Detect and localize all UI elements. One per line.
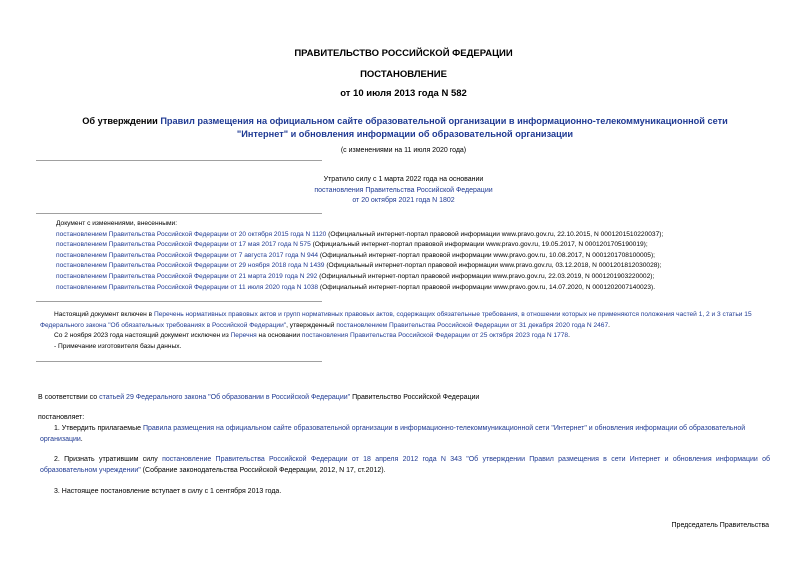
change-item bbox=[56, 240, 776, 251]
expiry-link-1[interactable]: постановления Правительства Российской Федерации bbox=[314, 186, 493, 194]
preamble-text: Правительство Российской Федерации bbox=[350, 394, 480, 401]
changes-heading: Документ с изменениями, внесенными: bbox=[56, 220, 178, 227]
divider bbox=[36, 361, 322, 362]
rules-link[interactable]: Правила размещения на официальном сайте образовательной организации в информационно-телекоммуникационной сети "Интернет" и обновления информации об образовательной организации bbox=[40, 425, 746, 443]
notice-text: Со 2 ноября 2023 года настоящий документ исключен из bbox=[54, 332, 231, 340]
notice-text: . bbox=[568, 332, 570, 340]
changes-section bbox=[56, 219, 776, 293]
notice-paragraph-3: - Примечание изготовителя базы данных. bbox=[54, 342, 182, 350]
change-source: (Официальный интернет-портал правовой информации www.pravo.gov.ru, 22.10.2015, N 0001201510220037); bbox=[326, 230, 664, 238]
notice-link[interactable]: постановления Правительства Российской Федерации от 25 октября 2023 года N 1778 bbox=[301, 332, 569, 340]
divider bbox=[36, 213, 322, 214]
government-heading: ПРАВИТЕЛЬСТВО РОССИЙСКОЙ ФЕДЕРАЦИИ bbox=[294, 48, 513, 59]
document-title bbox=[60, 115, 750, 141]
change-link[interactable]: постановлением Правительства Российской Федерации от 20 октября 2015 года N 1120 bbox=[56, 230, 327, 238]
change-link[interactable]: постановлением Правительства Российской Федерации от 7 августа 2017 года N 944 bbox=[56, 251, 319, 259]
change-item bbox=[56, 261, 776, 272]
decree-word: постановляет: bbox=[38, 414, 85, 421]
notice-text: на основании bbox=[256, 332, 302, 340]
notice-paragraph-1 bbox=[40, 310, 770, 331]
change-source: (Официальный интернет-портал правовой информации www.pravo.gov.ru, 03.12.2018, N 0001201812030028); bbox=[324, 262, 662, 270]
notice-text: Настоящий документ включен в bbox=[54, 311, 154, 318]
point-text: 1. Утвердить прилагаемые bbox=[54, 425, 143, 432]
change-link[interactable]: постановлением Правительства Российской Федерации от 11 июля 2020 года N 1038 bbox=[56, 283, 319, 291]
change-source: (Официальный интернет-портал правовой информации www.pravo.gov.ru, 10.08.2017, N 0001201708100005); bbox=[318, 251, 655, 259]
title-link[interactable]: Правил размещения на официальном сайте образовательной организации в информационно-телекоммуникационной сети "Интернет" и обновления информации об образовательной организации bbox=[160, 116, 728, 139]
point-2 bbox=[40, 455, 770, 476]
point-text: . bbox=[80, 435, 83, 443]
expiry-line-1: Утратило силу с 1 марта 2022 года на основании bbox=[323, 176, 484, 183]
point-1 bbox=[40, 424, 770, 445]
notice-section bbox=[40, 310, 770, 352]
doc-type-heading: ПОСТАНОВЛЕНИЕ bbox=[360, 69, 447, 80]
change-item bbox=[56, 283, 776, 294]
change-link[interactable]: постановлением Правительства Российской Федерации от 17 мая 2017 года N 575 bbox=[56, 241, 311, 249]
amendments-note: (с изменениями на 11 июля 2020 года) bbox=[340, 147, 467, 154]
notice-link[interactable]: Перечня bbox=[230, 332, 257, 340]
signature: Председатель Правительства bbox=[671, 522, 769, 529]
notice-link[interactable]: постановлением Правительства Российской Федерации от 31 декабря 2020 года N 2467 bbox=[336, 321, 609, 329]
preamble-text: В соответствии со bbox=[38, 394, 100, 401]
change-source: (Официальный интернет-портал правовой информации www.pravo.gov.ru, 14.07.2020, N 0001202007140023). bbox=[318, 283, 656, 291]
change-source: (Официальный интернет-портал правовой информации www.pravo.gov.ru, 19.05.2017, N 0001201705190019); bbox=[310, 241, 648, 249]
change-item bbox=[56, 272, 776, 283]
notice-text: , утвержденный bbox=[286, 321, 337, 329]
expiry-link-2[interactable]: от 20 октября 2021 года N 1802 bbox=[352, 197, 455, 204]
change-link[interactable]: постановлением Правительства Российской Федерации от 21 марта 2019 года N 292 bbox=[56, 272, 318, 280]
expiry-block bbox=[0, 175, 807, 207]
repealed-decree-link[interactable]: постановление Правительства Российской Федерации от 18 апреля 2012 года N 343 "Об утверждении Правил размещения в сети Интернет и обновления информации об образовательном учреждении" bbox=[40, 456, 770, 474]
point-text: (Собрание законодательства Российской Федерации, 2012, N 17, ст.2012). bbox=[140, 466, 386, 474]
change-source: (Официальный интернет-портал правовой информации www.pravo.gov.ru, 22.03.2019, N 0001201903220002); bbox=[317, 272, 655, 280]
notice-paragraph-2 bbox=[40, 331, 770, 342]
change-link[interactable]: постановлением Правительства Российской Федерации от 29 ноября 2018 года N 1439 bbox=[56, 262, 325, 270]
notice-text: . bbox=[608, 321, 610, 329]
divider bbox=[36, 160, 322, 161]
preamble bbox=[38, 393, 778, 404]
point-text: 2. Признать утратившим силу bbox=[54, 456, 163, 463]
divider bbox=[36, 301, 322, 302]
point-3: 3. Настоящее постановление вступает в силу с 1 сентября 2013 года. bbox=[54, 488, 282, 495]
date-number-heading: от 10 июля 2013 года N 582 bbox=[340, 88, 467, 99]
notice-link[interactable]: Перечень нормативных правовых актов и групп нормативных правовых актов, содержащих обязательные требования, в отношении которых не применяются положения частей 1, 2 и 3 статьи 15 Федерального закона "Об обязательных требованиях в Российской Федерации" bbox=[40, 311, 752, 329]
title-prefix: Об утверждении bbox=[82, 116, 161, 126]
change-item bbox=[56, 251, 776, 262]
change-item bbox=[56, 230, 776, 241]
preamble-link[interactable]: статьей 29 Федерального закона "Об образовании в Российской Федерации" bbox=[99, 394, 351, 401]
